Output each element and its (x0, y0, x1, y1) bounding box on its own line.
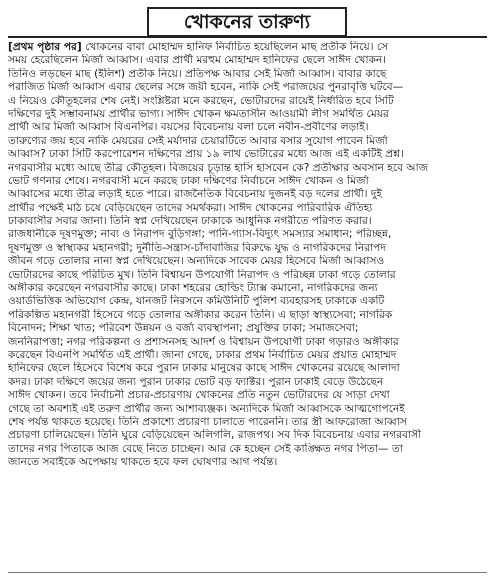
article-line: প্রার্থীর পক্ষেই মাঠ চষে বেড়িয়েছেন তাদের সমর্থকরা। সাঈদ খোকনের পারিবারিক ঐতিহ্য (8, 201, 373, 214)
headline: খোকনের তারুণ্য (183, 11, 311, 33)
article-line: কদর। ঢাকা দক্ষিণে জয়ের জন্য পুরান ঢাকার ভোট বড় ফ্যাক্টর। পুরান ঢাকাই বেড়ে উঠেছেন (8, 375, 384, 388)
article-line: তিনিও লড়ছেন মাছ (ইলিশ) প্রতীক নিয়ে। প্রতিপক্ষ আবার সেই মির্জা আব্বাস। বাবার কাছে (8, 67, 387, 80)
article-line: আব্বাস? ঢাকা সিটি করপোরেশন দক্ষিণের প্রায় ১৯ লাখ ভোটারের মধ্যে আজ এই একটিই প্রশ্ন। (8, 148, 404, 161)
article-line: হানিফের ছেলে হিসেবে বিশেষ করে পুরান ঢাকার মানুষের কাছে সাঈদ খোকনের রয়েছে আলাদা (8, 362, 400, 375)
article-line: জীবন গড়ে তোলার নানা স্বপ্ন দেখিয়েছেন। অন্যদিকে সাবেক মেয়র হিসেবে মির্জা আব্বাসও (8, 255, 385, 268)
article-line-text: খোকনের বাবা মোহাম্মদ হানিফ নির্বাচিত হয়েছিলেন মাছ প্রতীক নিয়ে। সে (85, 41, 389, 53)
article-line: ঢাকাবাসীর সবার জানা। তিনি স্বপ্ন দেখিয়েছেন ঢাকাকে আধুনিক নগরীতে পরিণত করার। (8, 215, 372, 228)
article-line: প্রচারণা চালিয়েছেন। তিনি ঘুরে বেড়িয়েছেন অলিগলি, রাজপথ। সব দিক বিবেচনায় এবার নগরবাসী (8, 429, 422, 442)
article-line: তাদের নগর পিতাকে আজ বেছে নিতে চাচ্ছেন। আর কে হচ্ছেন সেই কাঙ্ক্ষিত নগর পিতা— তা (8, 442, 403, 455)
article-line: এ নিয়েও কৌতূহলের শেষ নেই। সংশ্লিষ্টরা মনে করছেন, ভোটারদের রায়েই নির্ধারিত হবে সিটি (8, 94, 394, 107)
article-line: জননিরাপত্তা; নগর পরিকল্পনা ও প্রশাসনসহ আদর্শ ও বিশ্বায়ন উপযোগী ঢাকা গড়ারও অঙ্গীকার (8, 335, 399, 348)
article-line: তারুণ্যের জয় হবে নাকি মেয়রের সেই মর্যাদার চেয়ারটিতে আবার বসার সুযোগ পাবেন মির্জা (8, 134, 388, 147)
article-line: দূষণমুক্ত ও স্বাস্থ্যকর মহানগরী; দুর্নীতি-সন্ত্রাস-চাঁদাবাজির বিরুদ্ধে যুদ্ধ ও নাগরিকদের নিরাপদ (8, 241, 386, 254)
article-line (8, 41, 487, 54)
article-line: সময় হেরেছিলেন মির্জা আব্বাস। এবার প্রার্থী মরহুম মোহাম্মদ হানিফের ছেলে সাঈদ খোকন। (8, 54, 387, 67)
article-line: জানতে সবাইকে অপেক্ষায় থাকতে হবে ফল ঘোষণার আগ পর্যন্ত। (8, 456, 278, 469)
headline-box (147, 7, 347, 37)
kicker: [প্রথম পৃষ্ঠার পর] (8, 41, 82, 53)
article-line: গেছে তা অবশ্যই এই তরুণ প্রার্থীর জন্য আশাব্যঞ্জক। অন্যদিকে মির্জা আব্বাসকে আত্মগোপনেই (8, 402, 405, 415)
article-body (8, 41, 487, 571)
article-line: অঙ্গীকার করেছেন নগরবাসীর কাছে। ঢাকা শহরের হোল্ডিং ট্যাক্স কমানো, নাগরিকদের জন্য (8, 282, 378, 295)
article-line: ভোটারদের কাছে পরিচিত মুখ। তিনি বিশ্বায়ন উপযোগী নিরাপদ ও পরিচ্ছন্ন ঢাকা গড়ে তোলার (8, 268, 396, 281)
article-line: প্রার্থী আর মির্জা আব্বাস বিএনপির। বয়সের বিবেচনায় বলা চলে নবীন-প্রবীণের লড়াই। (8, 121, 369, 134)
article-line: ওয়ার্ডভিত্তিক অভিযোগ কেন্দ্র, যানজট নিরসনে কমিউনিটি পুলিশ ব্যবহারসহ ঢাকাকে একটি (8, 295, 385, 308)
bottom-rule (8, 572, 487, 573)
article-line: নগরবাসীর মধ্যে আছে তীব্র কৌতূহল। বিজয়ের চূড়ান্ত হাসি হাসবেন কে? প্রতীক্ষার অবসান হবে আজ (8, 161, 429, 174)
article-line: আব্বাসের মধ্যে তীব্র লড়াই হতে পারে। রাজনৈতিক বিবেচনায় দুজনই বড় দলের প্রার্থী। দুই (8, 188, 382, 201)
article-line: ভোট গণনার শেষে। নগরবাসী মনে করছে ঢাকা দক্ষিণের নির্বাচনে সাঈদ খোকন ও মির্জা (8, 174, 369, 187)
article-line: পরাজিত মির্জা আব্বাস এবার ছেলের সঙ্গে জয়ী হবেন, নাকি সেই পরাজয়ের পুনরাবৃত্তি ঘটবে— (8, 81, 404, 94)
article-line: রাজধানীকে দূষণমুক্ত; নাব্য ও নিরাপদ বুড়িগঙ্গা; পানি-গ্যাস-বিদ্যুৎ সমস্যার সমাধান; পরিচ্ছন্ন, (8, 228, 392, 241)
top-rule (8, 36, 487, 38)
article-line: করেছেন বিএনপি সমর্থিত এই প্রার্থী। জানা গেছে, ঢাকার প্রথম নির্বাচিত মেয়র প্রয়াত মোহাম্মদ (8, 348, 397, 361)
article-line: শেষ পর্যন্ত থাকতে হয়েছে। তিনি প্রকাশ্যে প্রচারণা চালাতে পারেননি। তার স্ত্রী আফরোজা আব্বাস (8, 415, 407, 428)
article-line: সাঈদ খোকন। তবে নির্বাচনী প্রচার-প্রচারণায় খোকনের প্রতি নতুন ভোটারদের যে সাড়া দেখা (8, 389, 390, 402)
article-line: দক্ষিণের দুই সম্ভাবনাময় প্রার্থীর ভাগ্য। সাঈদ খোকন ক্ষমতাসীন আওয়ামী লীগ সমর্থিত মেয়র (8, 107, 389, 120)
article-line: পরিকল্পিত মহানগরী হিসেবে গড়ে তোলার অঙ্গীকার করেন তিনি। এ ছাড়া স্বাস্থ্যসেবা; নাগরিক (8, 308, 393, 321)
article-line: বিনোদন; শিক্ষা খাত; পরিবেশ উন্নয়ন ও বর্জ্য ব্যবস্থাপনা; প্রযুক্তির ঢাকা; সমাজসেবা; (8, 322, 359, 335)
